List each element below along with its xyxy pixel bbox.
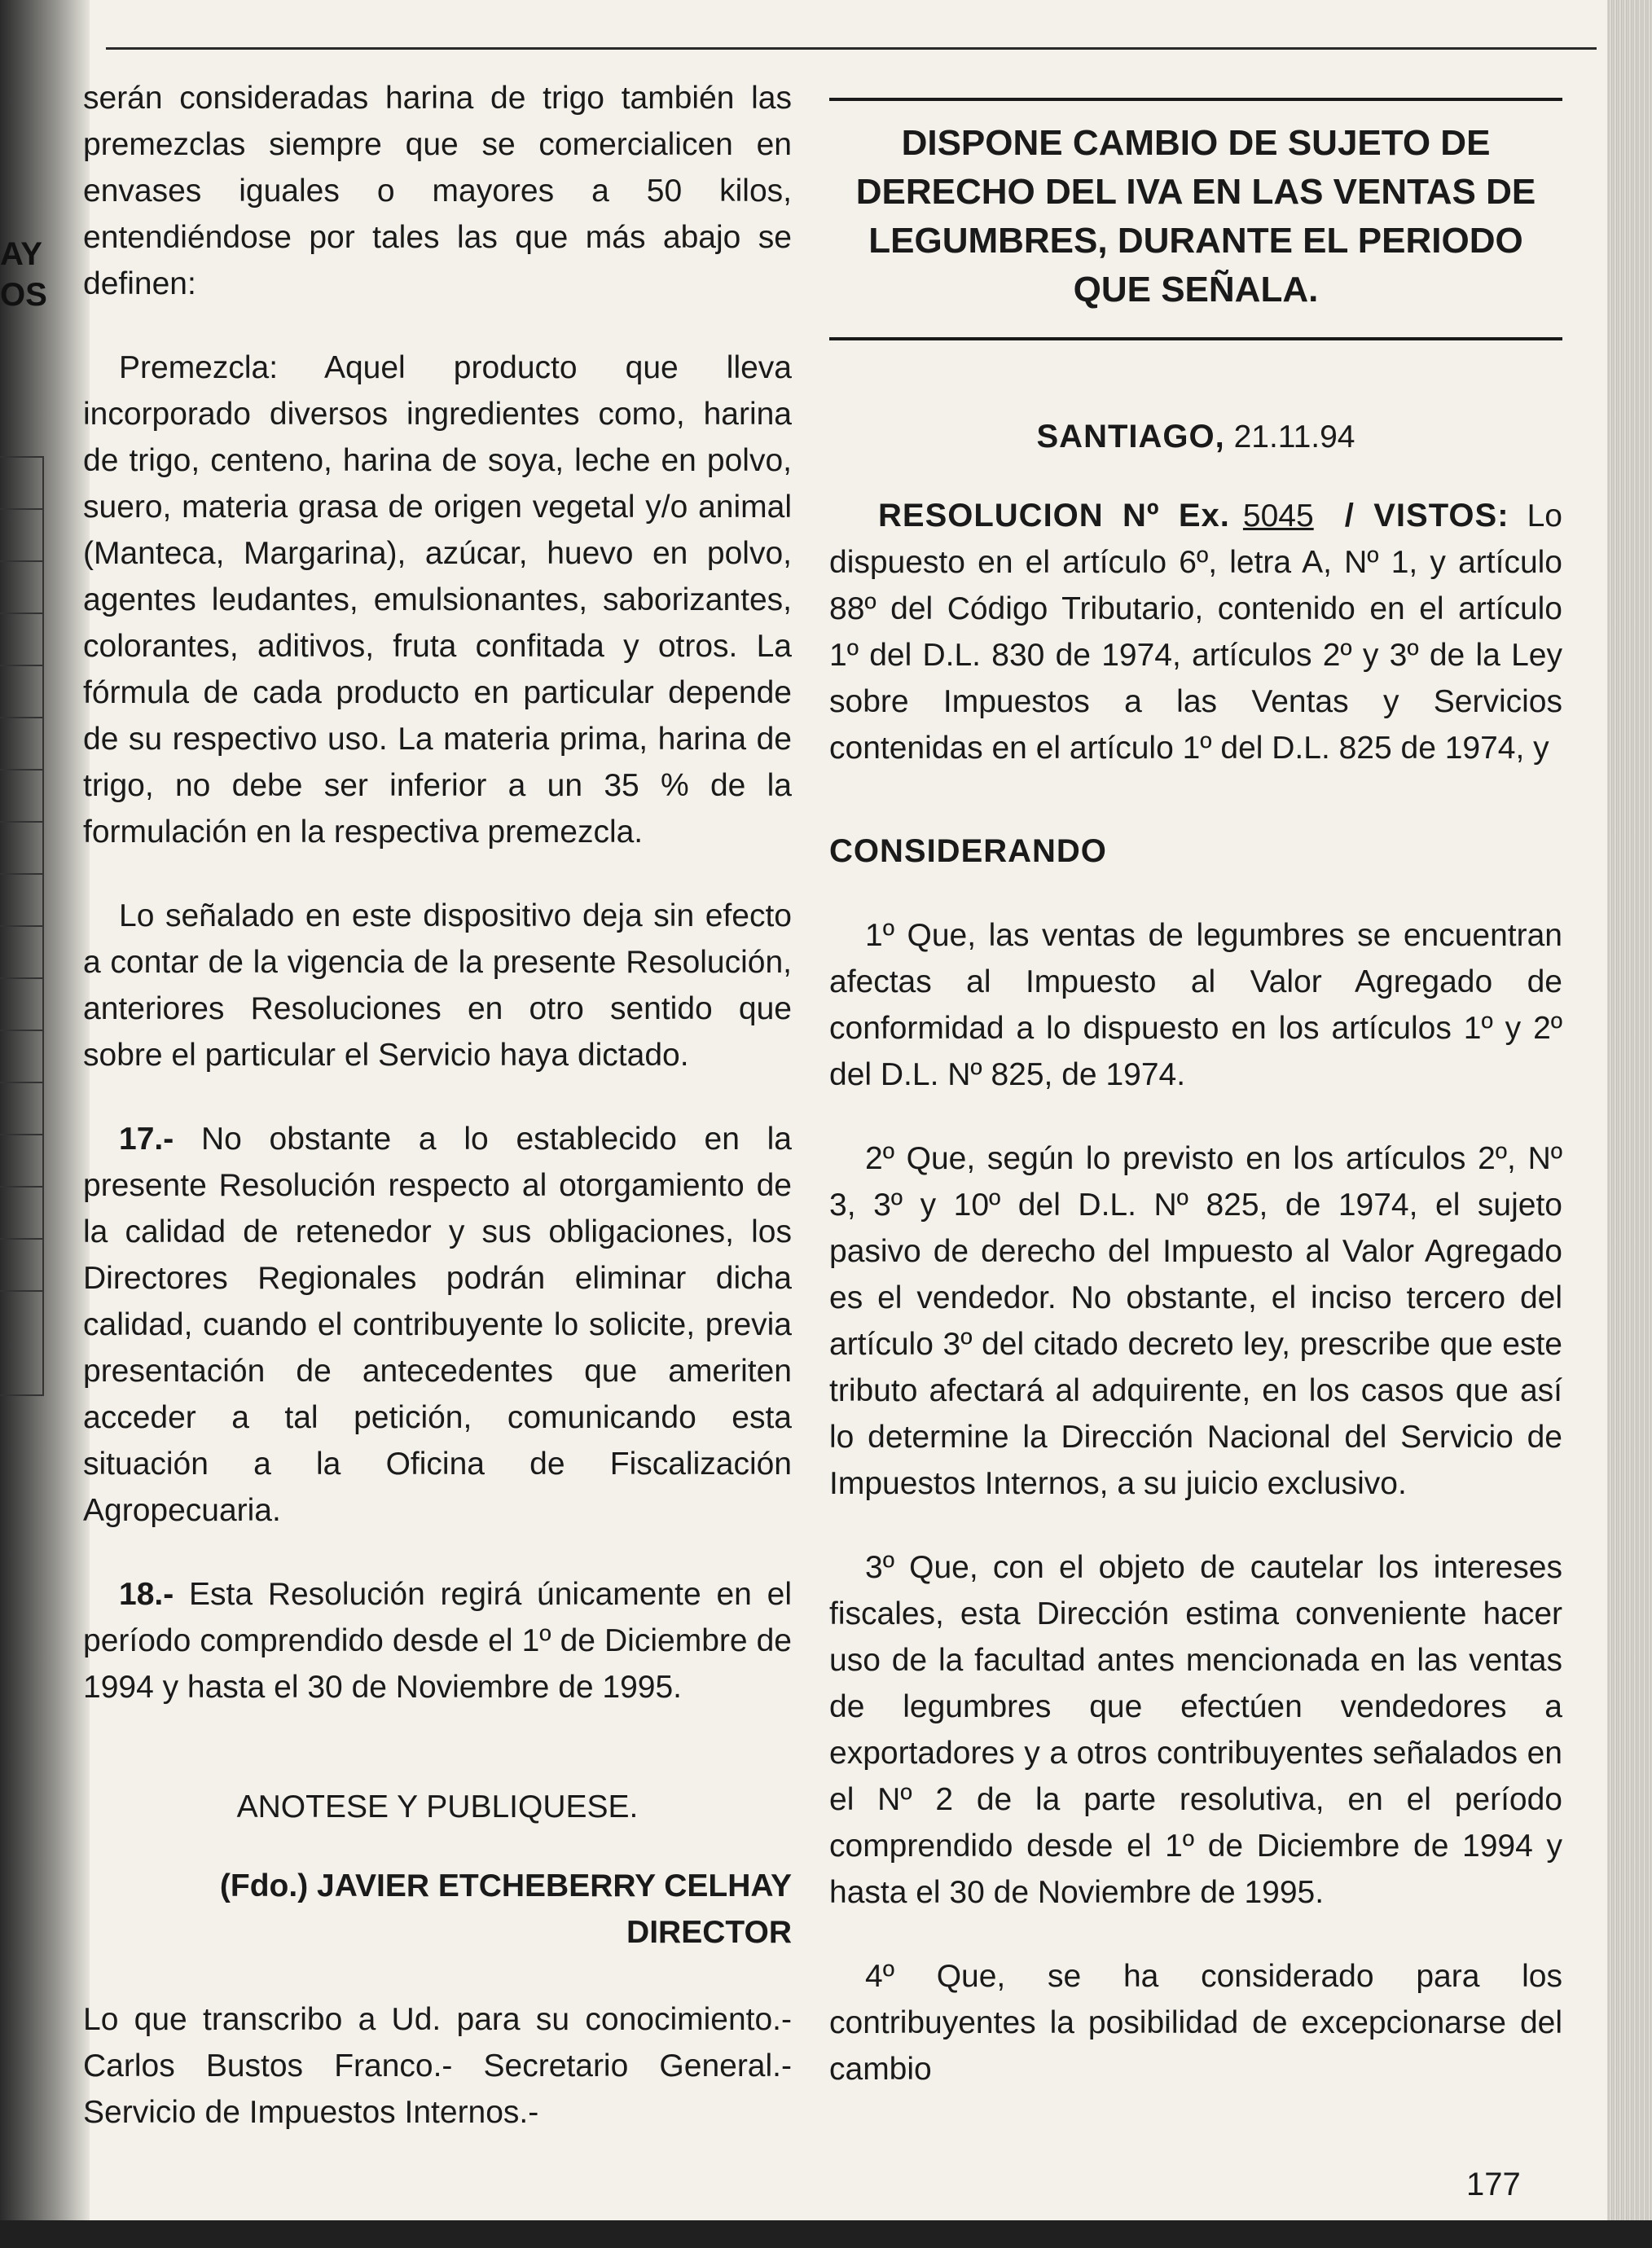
signature-title: DIRECTOR (626, 1915, 792, 1950)
considerando-heading: CONSIDERANDO (829, 833, 1107, 869)
paragraph-sin-efecto: Lo señalado en este dispositivo deja sin efecto a contar de la vigencia de la presente Resolución, anteriores Resoluciones en otro sentido que sobre el particular el Servicio haya dictado. (83, 898, 792, 1073)
left-column (83, 65, 792, 2136)
paragraph-continuation: serán consideradas harina de trigo también las premezclas siempre que se comercialicen en envases iguales o mayores a 50 kilos, entendiéndose por tales las que más abajo se definen: (83, 81, 792, 301)
paragraph-premezcla: Premezcla: Aquel producto que lleva incorporado diversos ingredientes como, harina de trigo, centeno, harina de soya, leche en polvo, suero, materia grasa de origen vegetal y/o animal (Manteca, Margarina), azúcar, huevo en polvo, agentes leudantes, emulsionantes, saborizantes, colorantes, aditivos, fruta confitada y otros. La fórmula de cada producto en particular depende de su respectivo uso. La materia prima, harina de trigo, no debe ser inferior a un 35 % de la formulación en la respectiva premezcla. (83, 350, 792, 850)
paragraph-18 (83, 1571, 792, 1710)
article-number-17: 17.- (119, 1122, 174, 1157)
vistos-text: Lo dispuesto en el artículo 6º, letra A, Nº 1, y artículo 88º del Código Tributario, contenido en el artículo 1º del D.L. 830 de 1974, artículos 2º y 3º de la Ley sobre Impuestos a las Ventas y Servicios contenidas en el artículo 1º del D.L. 825 de 1974, y (829, 498, 1562, 766)
resolution-title: DISPONE CAMBIO DE SUJETO DE DERECHO DEL IVA EN LAS VENTAS DE LEGUMBRES, DURANTE EL PERIODO QUE SEÑALA. (829, 98, 1562, 340)
article-17-text: No obstante a lo establecido en la presente Resolución respecto al otorgamiento de la calidad de retenedor y sus obligaciones, los Directores Regionales podrán eliminar dicha calidad, cuando el contribuyente lo solicite, previa presentación de antecedentes que ameriten acceder a tal petición, comunicando esta situación a la Oficina de Fiscalización Agropecuaria. (83, 1122, 792, 1528)
margin-fragment: OS (0, 277, 47, 313)
paragraph-17 (83, 1116, 792, 1534)
article-number-18: 18.- (119, 1577, 174, 1612)
considerando-2: 2º Que, según lo previsto en los artículos 2º, Nº 3, 3º y 10º del D.L. Nº 825, de 1974, el sujeto pasivo de derecho del Impuesto al Valor Agregado es el vendedor. No obstante, el inciso tercero del artículo 3º del citado decreto ley, prescribe que este tributo afectará al adquirente, en los casos que así lo determine la Dirección Nacional del Servicio de Impuestos Internos, a su juicio exclusivo. (829, 1141, 1562, 1501)
scan-bottom-edge (0, 2220, 1652, 2248)
facing-page-table (0, 456, 44, 1396)
place-date (829, 414, 1562, 460)
page-number: 177 (1466, 2167, 1521, 2202)
resolution-label: RESOLUCION Nº Ex. (878, 498, 1230, 533)
margin-fragment: AY (0, 236, 42, 272)
place: SANTIAGO, (1036, 419, 1225, 454)
anotese-publiquese: ANOTESE Y PUBLIQUESE. (236, 1789, 639, 1824)
article-18-text: Esta Resolución regirá únicamente en el período comprendido desde el 1º de Diciembre de 1994 y hasta el 30 de Noviembre de 1995. (83, 1577, 792, 1705)
top-rule (106, 47, 1597, 50)
resolution-number: 5045 (1242, 498, 1314, 533)
considerando-3: 3º Que, con el objeto de cautelar los intereses fiscales, esta Dirección estima conveniente hacer uso de la facultad antes mencionada en las ventas de legumbres que efectúen vendedores a exportadores y a otros contribuyentes señalados en el Nº 2 de la parte resolutiva, en el período comprendido desde el 1º de Diciembre de 1994 y hasta el 30 de Noviembre de 1995. (829, 1550, 1562, 1910)
considerando-1: 1º Que, las ventas de legumbres se encuentran afectas al Impuesto al Valor Agregado de conformidad a lo dispuesto en los artículos 1º y 2º del D.L. Nº 825, de 1974. (829, 918, 1562, 1092)
date: 21.11.94 (1233, 419, 1355, 454)
resolution-vistos (829, 493, 1562, 771)
page-edges (1607, 0, 1652, 2248)
transcription-note: Lo que transcribo a Ud. para su conocimiento.- Carlos Bustos Franco.- Secretario General.- Servicio de Impuestos Internos.- (83, 2002, 792, 2130)
signature-name: (Fdo.) JAVIER ETCHEBERRY CELHAY (219, 1868, 792, 1903)
vistos-label: / VISTOS: (1344, 498, 1509, 533)
facing-page-fragment (0, 49, 46, 1596)
considerando-4: 4º Que, se ha considerado para los contribuyentes la posibilidad de excepcionarse del cambio (829, 1959, 1562, 2087)
right-column (829, 98, 1562, 2092)
